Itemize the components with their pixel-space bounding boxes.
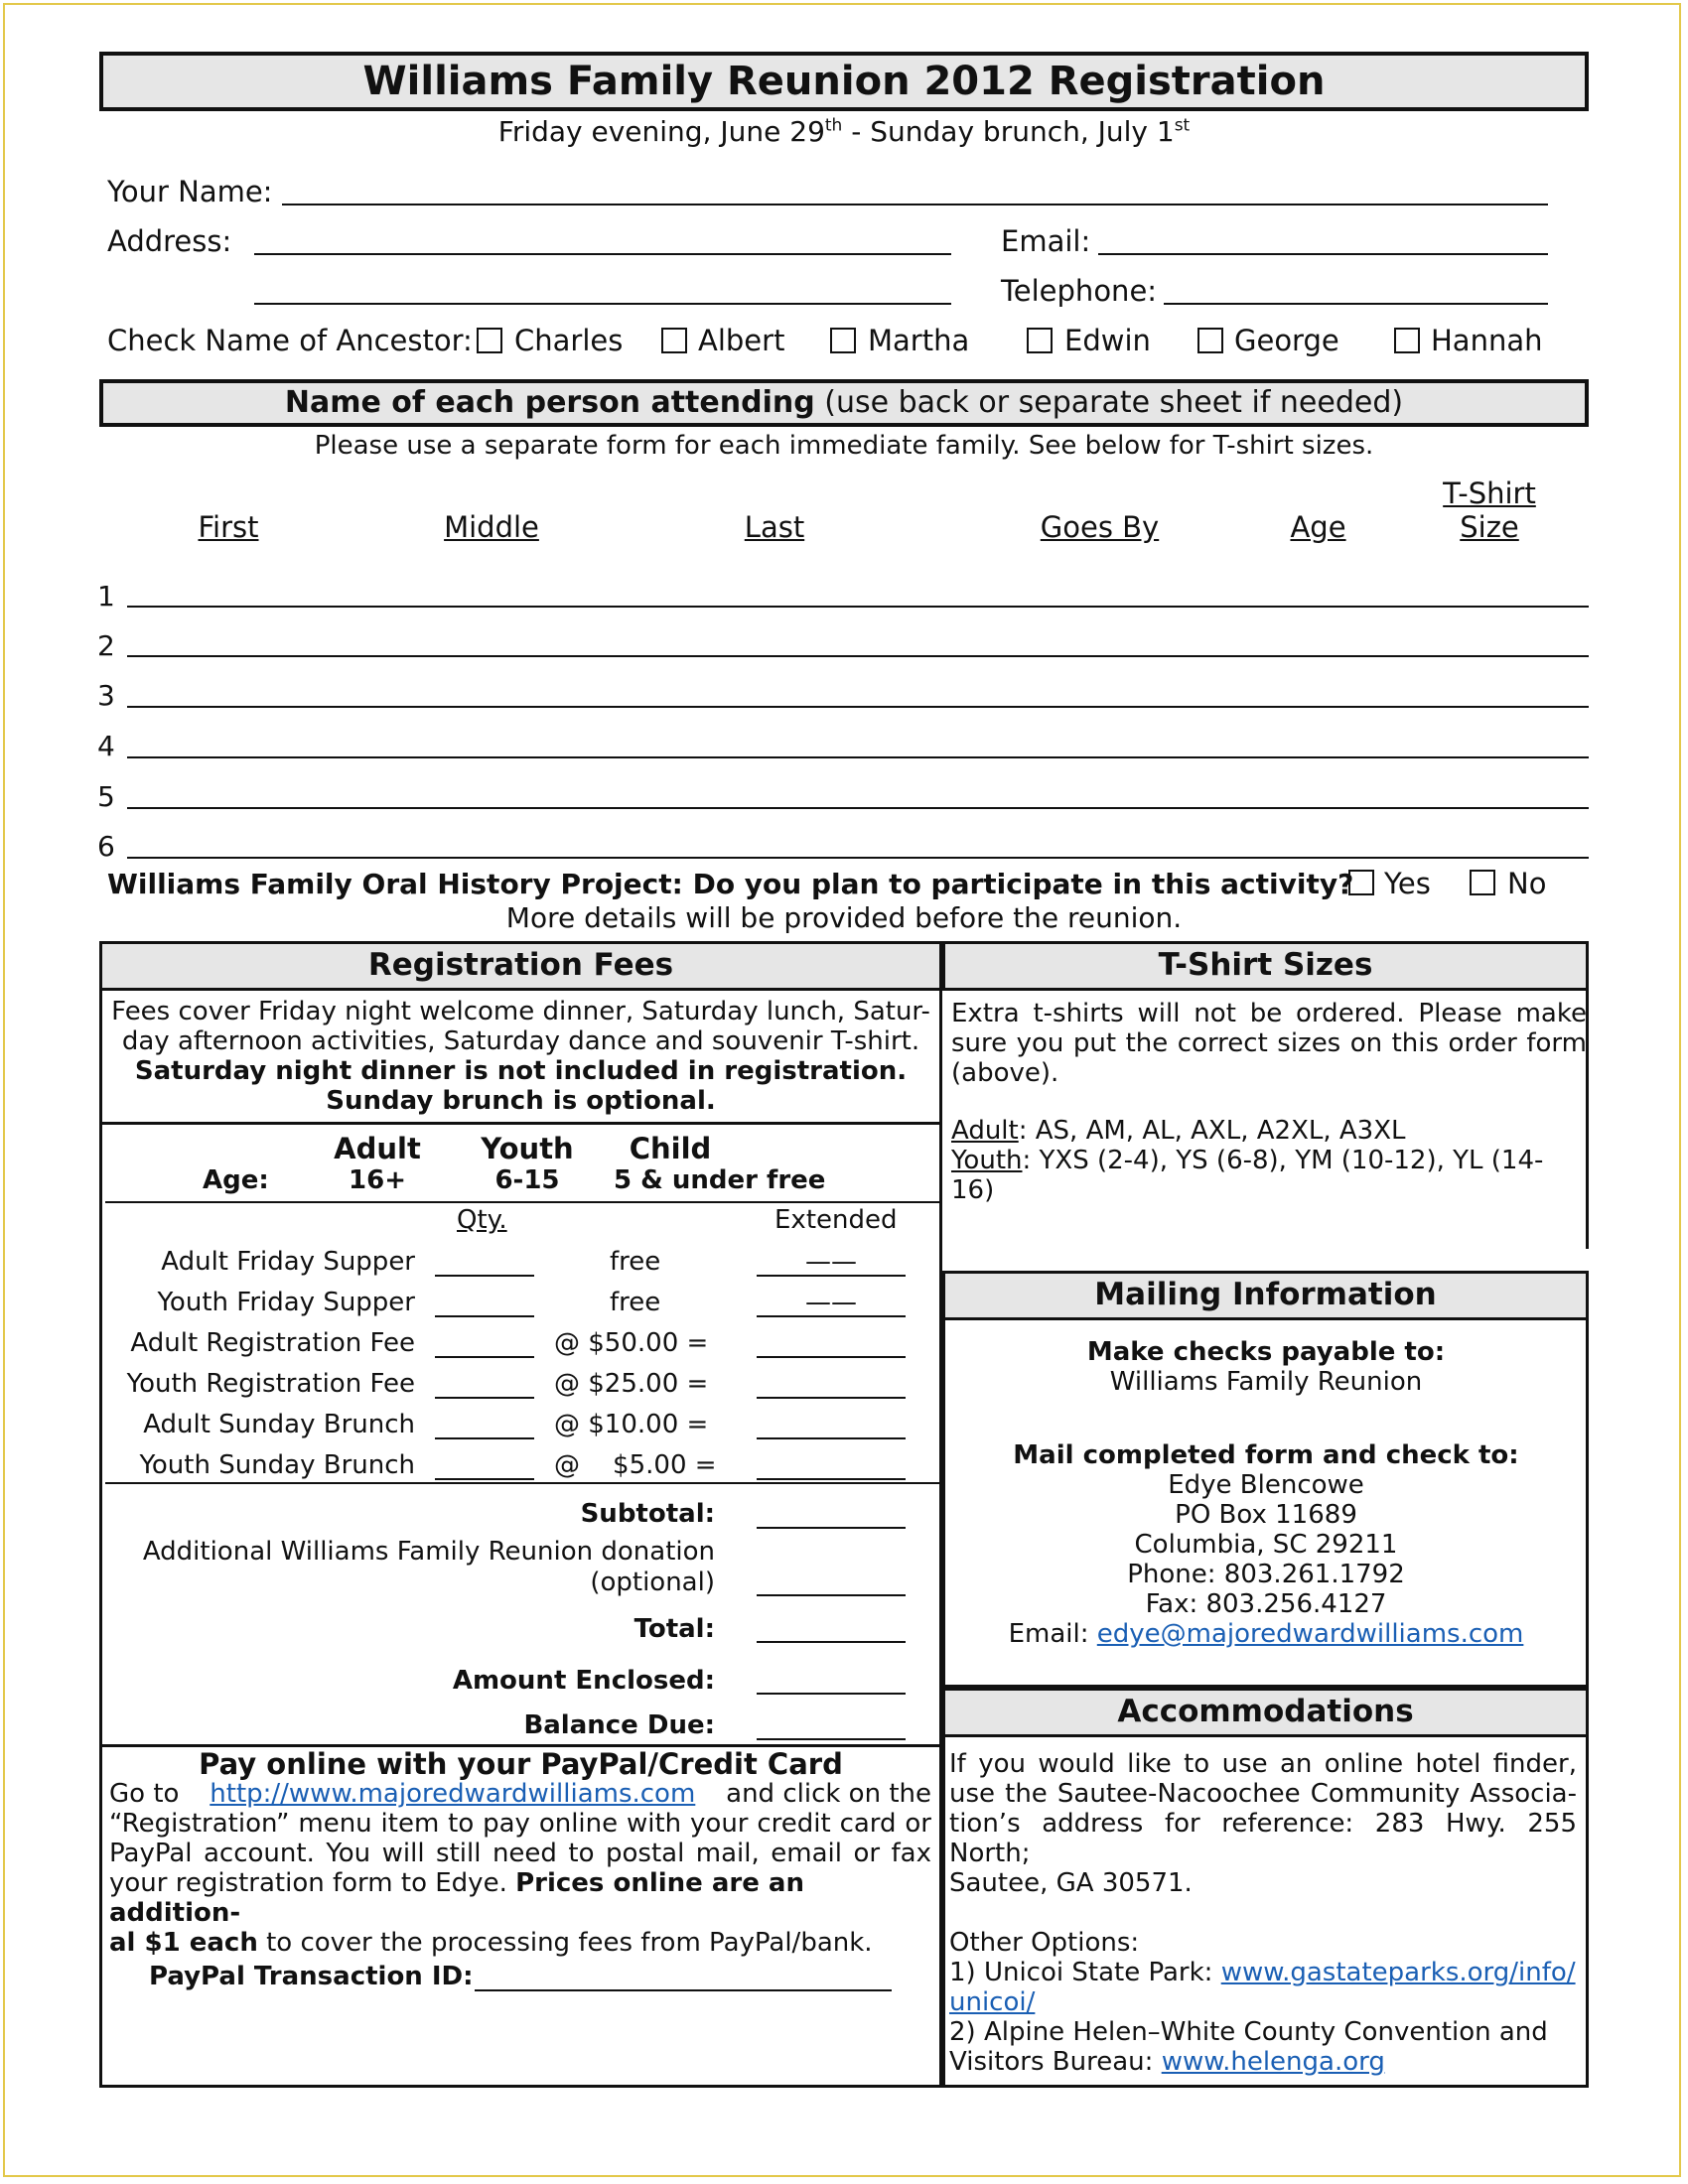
paypal-website-link[interactable]: http://www.majoredwardwilliams.com: [210, 1779, 696, 1809]
fee-item-price: @ $25.00 =: [554, 1369, 709, 1399]
paypal-transaction-label: PayPal Transaction ID:: [149, 1962, 474, 1991]
column-age: Age: [1290, 510, 1346, 544]
oral-history-yes-checkbox[interactable]: [1348, 870, 1374, 895]
attendee-row-number: 2: [97, 629, 115, 662]
total-field[interactable]: [757, 1641, 906, 1643]
tshirt-note: Extra t-shirts will not be ordered. Please make sure you put the correct sizes on this order form (above).: [951, 999, 1587, 1088]
email-field[interactable]: [1098, 253, 1548, 255]
attendee-row-line[interactable]: [127, 807, 1589, 809]
telephone-field[interactable]: [1164, 303, 1548, 305]
total-label: Total:: [633, 1614, 715, 1644]
age-label: Age:: [203, 1165, 269, 1195]
fee-item-label: Adult Sunday Brunch: [143, 1410, 415, 1439]
attendee-row-number: 6: [97, 830, 115, 863]
ancestor-checkbox-edwin[interactable]: [1027, 328, 1053, 353]
attendee-row-line[interactable]: [127, 655, 1589, 657]
paypal-instructions: Go to http://www.majoredwardwilliams.com and click on the “Registration” menu item to pay online with your credit card or PayPal account. You will still need to postal mail, email or fax your registration form to Edye. Prices online are an addition- al $1 each to cover the processing fees from PayPal/bank.: [109, 1779, 931, 1958]
unicoi-state-park-link-cont[interactable]: unicoi/: [949, 1987, 1036, 2017]
column-goes-by: Goes By: [1040, 510, 1160, 544]
fee-item-price: free: [610, 1288, 661, 1317]
fee-item-price: @ $50.00 =: [554, 1328, 709, 1358]
name-field[interactable]: [282, 204, 1548, 205]
ancestor-label-hannah: Hannah: [1431, 324, 1543, 357]
age-child: 5 & under free: [614, 1165, 826, 1195]
attendee-row-line[interactable]: [127, 857, 1589, 859]
attendees-heading: Name of each person attending (use back or separate sheet if needed): [99, 379, 1589, 427]
oral-history-no-label: No: [1507, 867, 1547, 900]
attendee-row-number: 3: [97, 679, 115, 712]
fee-item-label: Youth Friday Supper: [157, 1288, 415, 1317]
ancestor-label-charles: Charles: [514, 324, 624, 357]
fees-divider: [99, 1122, 942, 1125]
qty-field[interactable]: [435, 1356, 534, 1358]
extended-field: [757, 1275, 906, 1277]
items-divider: [105, 1482, 939, 1484]
fee-item-label: Adult Friday Supper: [161, 1247, 415, 1277]
ancestor-checkbox-hannah[interactable]: [1394, 328, 1420, 353]
oral-history-question: Williams Family Oral History Project: Do you plan to participate in this activity?: [107, 868, 1354, 900]
group-child: Child: [629, 1132, 712, 1165]
fee-item-extended: ——: [805, 1288, 857, 1317]
address-field-line2[interactable]: [254, 303, 951, 305]
age-adult: 16+: [349, 1165, 406, 1195]
attendees-note: Please use a separate form for each immediate family. See below for T-shirt sizes.: [314, 431, 1374, 461]
qty-field[interactable]: [435, 1437, 534, 1439]
mailing-details: Make checks payable to: Williams Family Reunion Mail completed form and check to: Edye Blencowe PO Box 11689 Columbia, SC 29211 Phone: 803.261.1792 Fax: 803.256.4127 Email: edye@majoredwardwilliams.com: [1008, 1337, 1524, 1649]
ancestor-checkbox-albert[interactable]: [661, 328, 687, 353]
amount-enclosed-label: Amount Enclosed:: [452, 1666, 715, 1696]
group-adult: Adult: [334, 1132, 421, 1165]
attendee-row-line[interactable]: [127, 606, 1589, 608]
page-title: Williams Family Reunion 2012 Registration: [99, 52, 1589, 111]
attendee-row-number: 4: [97, 730, 115, 762]
fee-item-label: Adult Registration Fee: [130, 1328, 415, 1358]
name-label: Your Name:: [107, 175, 273, 208]
donation-field[interactable]: [757, 1594, 906, 1596]
mailing-email-link[interactable]: edye@majoredwardwilliams.com: [1096, 1619, 1524, 1649]
column-first: First: [198, 510, 259, 544]
qty-field[interactable]: [435, 1478, 534, 1480]
balance-due-label: Balance Due:: [523, 1710, 715, 1740]
attendee-row-number: 5: [97, 780, 115, 813]
balance-due-field[interactable]: [757, 1738, 906, 1740]
column-tshirt-size: T-Shirt Size: [1443, 477, 1536, 544]
tshirt-size-list: Adult: AS, AM, AL, AXL, A2XL, A3XL Youth: YXS (2-4), YS (6-8), YM (10-12), YL (14- 16): [951, 1116, 1544, 1205]
accommodations-details: If you would like to use an online hotel finder, use the Sautee-Nacoochee Community Associa- tion’s address for reference: 283 Hwy. 255 North; Sautee, GA 30571. Other Options: 1) Unicoi State Park: www.gastateparks.org/info/ unicoi/ 2) Alpine Helen–White County Convention and Visitors Bureau: www.helenga.org: [949, 1749, 1577, 2077]
ancestor-checkbox-martha[interactable]: [830, 328, 856, 353]
ancestor-checkbox-charles[interactable]: [477, 328, 502, 353]
subtotal-label: Subtotal:: [580, 1499, 715, 1529]
event-dates: Friday evening, June 29th - Sunday brunch, July 1st: [497, 115, 1191, 148]
ancestor-label-albert: Albert: [698, 324, 785, 357]
fee-item-price: @ $10.00 =: [554, 1410, 709, 1439]
qty-header: Qty.: [457, 1205, 507, 1235]
helenga-link[interactable]: www.helenga.org: [1161, 2047, 1385, 2077]
ancestor-label: Check Name of Ancestor:: [107, 324, 473, 357]
extended-field[interactable]: [757, 1437, 906, 1439]
extended-field[interactable]: [757, 1356, 906, 1358]
group-youth: Youth: [481, 1132, 574, 1165]
donation-label: Additional Williams Family Reunion donation (optional): [142, 1537, 715, 1597]
qty-field[interactable]: [435, 1397, 534, 1399]
paypal-transaction-field[interactable]: [475, 1989, 892, 1991]
age-youth: 6-15: [494, 1165, 560, 1195]
extended-field: [757, 1315, 906, 1317]
attendee-row-number: 1: [97, 580, 115, 613]
accommodations-heading: Accommodations: [942, 1688, 1589, 1737]
extended-field[interactable]: [757, 1478, 906, 1480]
attendee-row-line[interactable]: [127, 706, 1589, 708]
column-middle: Middle: [444, 510, 539, 544]
ancestor-label-edwin: Edwin: [1064, 324, 1151, 357]
mailing-information-heading: Mailing Information: [942, 1271, 1589, 1320]
fee-item-extended: ——: [805, 1247, 857, 1277]
oral-history-yes-label: Yes: [1384, 867, 1431, 900]
fee-item-price: free: [610, 1247, 661, 1277]
ancestor-label-george: George: [1234, 324, 1339, 357]
address-label: Address:: [107, 224, 232, 258]
telephone-label: Telephone:: [1001, 274, 1158, 308]
oral-history-note: More details will be provided before the reunion.: [505, 901, 1183, 934]
qty-field[interactable]: [435, 1275, 534, 1277]
extended-field[interactable]: [757, 1397, 906, 1399]
ancestor-label-martha: Martha: [868, 324, 970, 357]
paypal-heading: Pay online with your PayPal/Credit Card: [199, 1747, 843, 1781]
tshirt-sizes-heading: T-Shirt Sizes: [942, 941, 1589, 991]
attendee-row-line[interactable]: [127, 756, 1589, 758]
fee-item-label: Youth Sunday Brunch: [139, 1450, 415, 1480]
oral-history-no-checkbox[interactable]: [1470, 870, 1495, 895]
column-last: Last: [744, 510, 805, 544]
unicoi-state-park-link[interactable]: www.gastateparks.org/info/: [1220, 1958, 1576, 1987]
amount-enclosed-field[interactable]: [757, 1693, 906, 1695]
subtotal-field[interactable]: [757, 1527, 906, 1529]
age-divider: [105, 1201, 939, 1203]
fees-description: Fees cover Friday night welcome dinner, Saturday lunch, Satur- day afternoon activities, Saturday dance and souvenir T-shirt. Saturday night dinner is not included in registration. Sunday brunch is optional.: [111, 997, 930, 1116]
qty-field[interactable]: [435, 1315, 534, 1317]
extended-header: Extended: [774, 1205, 898, 1235]
email-label: Email:: [1001, 224, 1091, 258]
address-field-line1[interactable]: [254, 253, 951, 255]
fee-item-price: @ $5.00 =: [554, 1450, 717, 1480]
ancestor-checkbox-george[interactable]: [1197, 328, 1223, 353]
fee-item-label: Youth Registration Fee: [126, 1369, 415, 1399]
registration-fees-heading: Registration Fees: [99, 941, 942, 991]
